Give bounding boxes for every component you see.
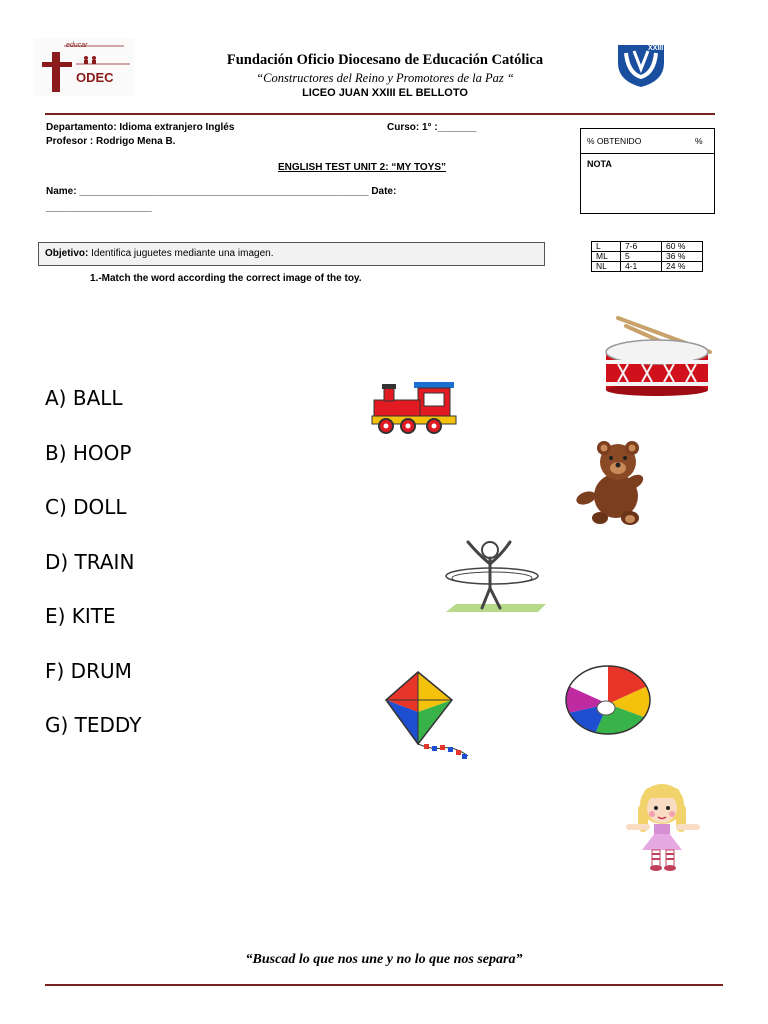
- doll-image: [622, 780, 704, 872]
- objective-text: Identifica juguetes mediante una imagen.: [88, 248, 274, 259]
- grade-box: [580, 128, 715, 214]
- logo-left-brand: ODEC: [76, 70, 114, 85]
- ball-image: [564, 664, 652, 736]
- motto: “Constructores del Reino y Promotores de la Paz “: [256, 71, 514, 85]
- objective-line: [45, 248, 273, 259]
- instruction: 1.-Match the word according the correct image of the toy.: [90, 273, 362, 284]
- footer-rule: [45, 984, 723, 986]
- scale-grade: 5: [621, 252, 662, 262]
- scale-percent: 60 %: [662, 242, 703, 252]
- department-label: Departamento: Idioma extranjero Inglés: [46, 122, 235, 133]
- percent-sign: %: [695, 136, 703, 146]
- scale-level: L: [592, 242, 621, 252]
- objective-label: Objetivo:: [45, 248, 89, 259]
- scale-grade: 4-1: [621, 262, 662, 272]
- teddy-image: [572, 440, 654, 526]
- header-rule: [45, 113, 715, 115]
- objective-box: [38, 242, 545, 266]
- scale-row: [592, 262, 703, 272]
- course-field[interactable]: Curso: 1° :_______: [387, 122, 477, 133]
- obtained-row: [581, 129, 714, 154]
- scale-level: ML: [592, 252, 621, 262]
- name-date-field[interactable]: Name: ____________________________________________________ Date:: [46, 186, 397, 197]
- school-crest: [614, 43, 668, 89]
- page-title: Fundación Oficio Diocesano de Educación Católica: [226, 52, 544, 68]
- option-train: D) TRAIN: [45, 550, 135, 574]
- obtained-label: % OBTENIDO: [587, 136, 642, 146]
- hoop-image: [438, 532, 546, 620]
- logo-left-text: educar: [66, 42, 88, 49]
- option-teddy: G) TEDDY: [45, 713, 142, 737]
- teacher-label: Profesor : Rodrigo Mena B.: [46, 136, 176, 147]
- option-kite: E) KITE: [45, 604, 116, 628]
- date-continuation-line[interactable]: ___________________: [46, 202, 152, 213]
- crest-text: XXIII: [648, 45, 664, 52]
- scale-percent: 24 %: [662, 262, 703, 272]
- scale-row: [592, 242, 703, 252]
- test-title: ENGLISH TEST UNIT 2: “MY TOYS”: [278, 162, 446, 173]
- drum-image: [598, 312, 718, 397]
- grade-scale-table: [591, 241, 703, 272]
- school-name: LICEO JUAN XXIII EL BELLOTO: [302, 87, 468, 99]
- option-drum: F) DRUM: [45, 659, 132, 683]
- kite-image: [382, 670, 474, 764]
- scale-grade: 7-6: [621, 242, 662, 252]
- option-doll: C) DOLL: [45, 495, 127, 519]
- scale-percent: 36 %: [662, 252, 703, 262]
- option-ball: A) BALL: [45, 386, 123, 410]
- footer-quote: “Buscad lo que nos une y no lo que nos separa”: [245, 952, 523, 967]
- odec-logo: [34, 38, 134, 96]
- scale-row: [592, 252, 703, 262]
- option-hoop: B) HOOP: [45, 441, 132, 465]
- scale-level: NL: [592, 262, 621, 272]
- nota-label: NOTA: [587, 159, 612, 169]
- train-image: [370, 380, 458, 436]
